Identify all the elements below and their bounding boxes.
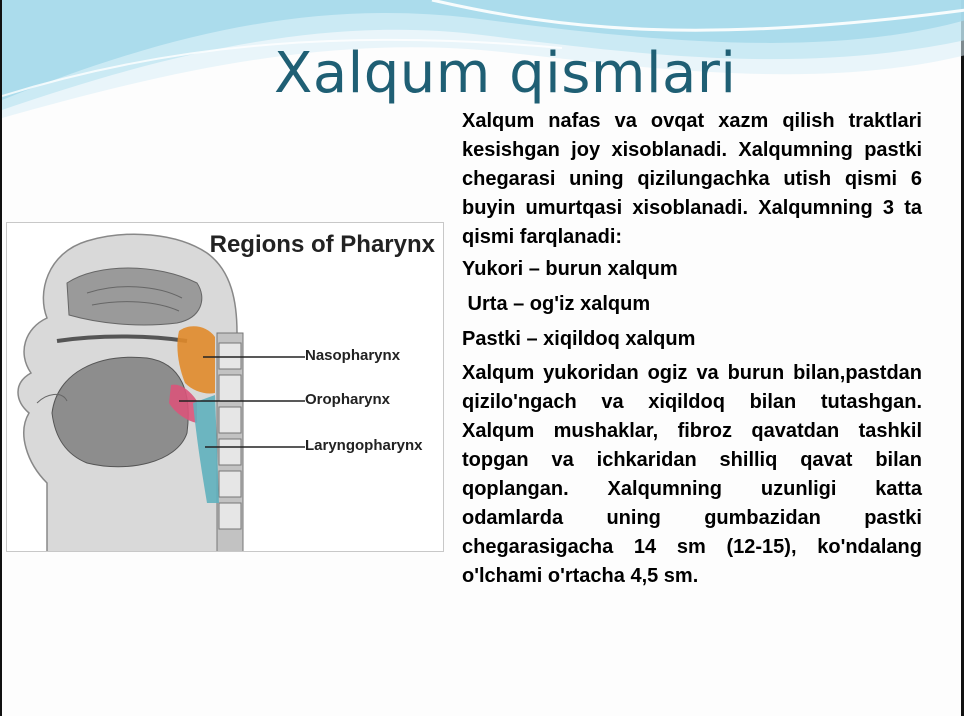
slide-title: Xalqum qismlari — [274, 41, 737, 106]
part-middle: Urta – og'iz xalqum — [462, 293, 651, 315]
pharynx-illustration — [7, 223, 444, 552]
label-laryngopharynx: Laryngopharynx — [305, 437, 423, 454]
part-lower: Pastki – xiqildoq xalqum — [462, 328, 696, 350]
figure-title: Regions of Pharynx — [209, 231, 435, 258]
intro-paragraph: Xalqum nafas va ovqat xazm qilish traktlari kesishgan joy xisoblanadi. Xalqumning pastki chegarasi uning qizilungachka utish qismi 6 buyin umurtqasi xisoblanadi. Xalqumning 3 ta qismi farqlanadi: — [462, 110, 922, 248]
part-upper: Yukori – burun xalqum — [462, 258, 678, 280]
label-oropharynx: Oropharynx — [305, 391, 391, 408]
slide-body-text — [462, 107, 922, 591]
label-nasopharynx: Nasopharynx — [305, 347, 401, 364]
description-paragraph: Xalqum yukoridan ogiz va burun bilan,pastdan qizilo'ngach va xiqildoq bilan tutashgan. Xalqum mushaklar, fibroz qavatdan tashkil topgan va ichkaridan shilliq qavat bilan qoplangan. Xalqumning uzunligi katta odamlarda uning gumbazidan pastki chegarasigacha 14 sm (12-15), ko'ndalang o'lchami o'rtacha 4,5 sm. — [462, 362, 922, 587]
pharynx-diagram — [6, 222, 444, 552]
